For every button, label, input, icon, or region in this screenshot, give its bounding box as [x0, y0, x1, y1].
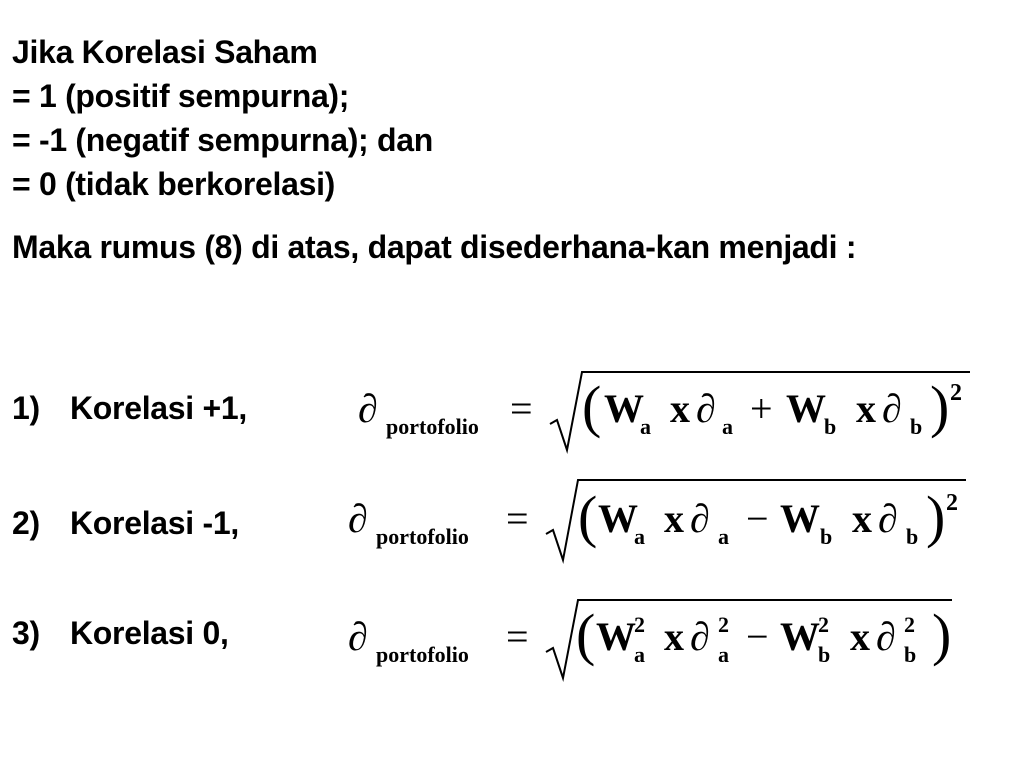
multiply-x: x: [850, 614, 870, 659]
weight-a-superscript: 2: [634, 612, 645, 637]
list-item-2: [12, 505, 239, 542]
multiply-x: x: [856, 386, 876, 431]
sigma-a: ∂: [690, 614, 710, 659]
weight-a: W: [598, 496, 638, 541]
weight-b-subscript: b: [824, 414, 837, 439]
simplification-paragraph: Maka rumus (8) di atas, dapat disederhana-kan menjadi :: [12, 229, 857, 265]
weight-a-subscript: a: [640, 414, 651, 439]
multiply-x: x: [664, 614, 684, 659]
multiply-x: x: [852, 496, 872, 541]
formula-correlation-plus-one: [350, 362, 980, 462]
list-item-3: [12, 615, 229, 652]
sigma-a-subscript: a: [718, 524, 729, 549]
operator: −: [746, 496, 769, 541]
formula-correlation-minus-one: [340, 474, 980, 574]
sigma-b: ∂: [876, 614, 896, 659]
open-paren: (: [578, 484, 598, 549]
sigma-b: ∂: [878, 496, 898, 541]
intro-line-4: = 0 (tidak berkorelasi): [12, 166, 336, 202]
list-item-label: Korelasi 0,: [70, 615, 229, 651]
intro-block: [12, 30, 952, 206]
weight-b-subscript: b: [820, 524, 833, 549]
weight-a: W: [604, 386, 644, 431]
portfolio-subscript: portofolio: [376, 524, 469, 549]
equals-sign: =: [510, 386, 533, 431]
weight-b: W: [786, 386, 826, 431]
open-paren: (: [576, 602, 596, 667]
weight-a-subscript: a: [634, 642, 645, 667]
list-item-number: 1): [12, 390, 40, 426]
sigma-a: ∂: [690, 496, 710, 541]
weight-a-subscript: a: [634, 524, 645, 549]
sigma-a-subscript: a: [722, 414, 733, 439]
open-paren: (: [582, 374, 602, 439]
operator: −: [746, 614, 769, 659]
list-item-label: Korelasi +1,: [70, 390, 247, 426]
intro-line-1: Jika Korelasi Saham: [12, 34, 318, 70]
outer-exponent: 2: [946, 490, 958, 516]
list-item-1: [12, 390, 247, 427]
sigma-b: ∂: [882, 386, 902, 431]
outer-exponent: 2: [950, 380, 962, 406]
close-paren: ): [926, 484, 946, 549]
multiply-x: x: [670, 386, 690, 431]
sigma-b-subscript: b: [906, 524, 919, 549]
portfolio-subscript: portofolio: [376, 642, 469, 667]
sigma-symbol: ∂: [358, 386, 378, 431]
sigma-symbol: ∂: [348, 496, 368, 541]
sigma-b-subscript: b: [910, 414, 923, 439]
list-item-number: 3): [12, 615, 40, 651]
multiply-x: x: [664, 496, 684, 541]
equals-sign: =: [506, 614, 529, 659]
portfolio-subscript: portofolio: [386, 414, 479, 439]
sigma-a-subscript: a: [718, 642, 729, 667]
operator: +: [750, 386, 773, 431]
intro-line-2: = 1 (positif sempurna);: [12, 78, 350, 114]
sigma-a: ∂: [696, 386, 716, 431]
close-paren: ): [932, 602, 952, 667]
list-item-number: 2): [12, 505, 40, 541]
weight-b-subscript: b: [818, 642, 831, 667]
sigma-symbol: ∂: [348, 614, 368, 659]
weight-b: W: [780, 496, 820, 541]
intro-line-3: = -1 (negatif sempurna); dan: [12, 122, 433, 158]
weight-a: W: [596, 614, 636, 659]
weight-b-superscript: 2: [818, 612, 829, 637]
weight-b: W: [780, 614, 820, 659]
sigma-a-superscript: 2: [718, 612, 729, 637]
list-item-label: Korelasi -1,: [70, 505, 239, 541]
equals-sign: =: [506, 496, 529, 541]
formula-correlation-zero: [340, 592, 980, 692]
sigma-b-subscript: b: [904, 642, 917, 667]
sigma-b-superscript: 2: [904, 612, 915, 637]
close-paren: ): [930, 374, 950, 439]
